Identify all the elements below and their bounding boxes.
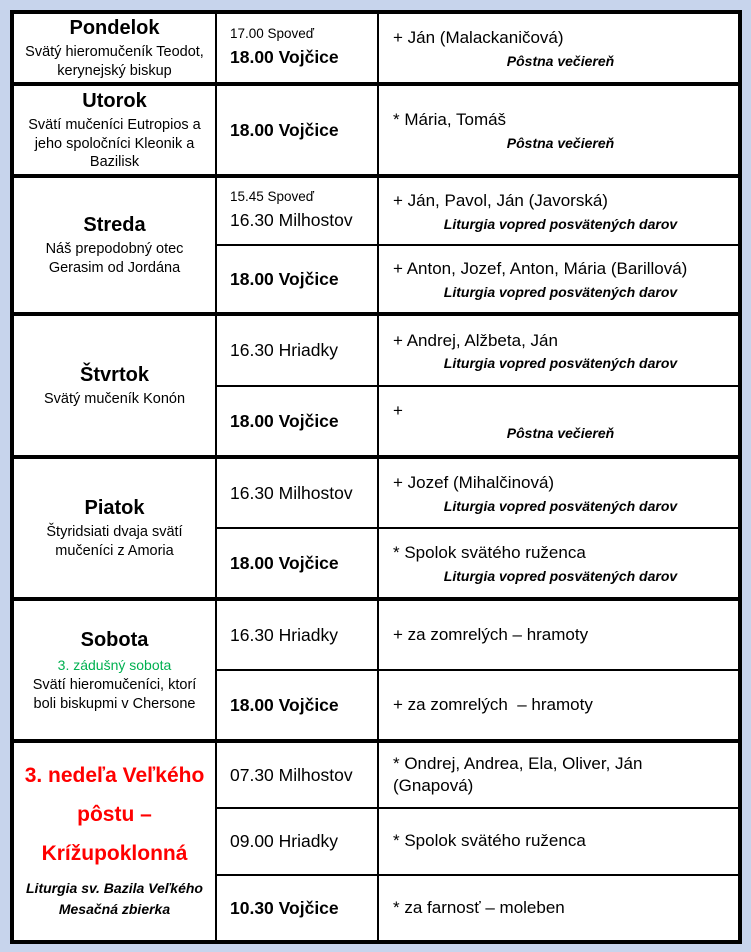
time-cell [217, 876, 379, 940]
service-row [217, 459, 738, 529]
time-cell [217, 601, 379, 669]
day-description: Svätí mučeníci Eutropios a jeho spoločníci Kleonik a Bazilisk [28, 117, 201, 171]
service-time: 18.00 Vojčice [230, 694, 339, 715]
service-row [217, 14, 738, 82]
table-row-thursday [14, 316, 738, 459]
schedule-table [10, 10, 742, 944]
time-cell [217, 246, 379, 312]
intention-cell [379, 671, 738, 739]
service-time: 18.00 Vojčice [230, 268, 339, 289]
intention-names: + Andrej, Alžbeta, Ján [393, 330, 558, 350]
day-description: Svätý hieromučeník Teodot, kerynejský biskup [25, 44, 204, 79]
service-time: 07.30 Milhostov [230, 765, 353, 786]
service-rows [217, 601, 738, 739]
intention-names: * Spolok svätého ruženca [393, 831, 586, 851]
time-cell [217, 387, 379, 456]
table-row-tuesday [14, 86, 738, 178]
table-row-monday [14, 14, 738, 86]
intention-cell [379, 601, 738, 669]
intention-cell [379, 178, 738, 244]
intention-names: * Spolok svätého ruženca [393, 543, 586, 563]
service-row [217, 876, 738, 940]
intention-names: * Ondrej, Andrea, Ela, Oliver, Ján (Gnapová) [393, 754, 648, 796]
intention-names: + za zomrelých – hramoty [393, 624, 589, 644]
table-row-sunday [14, 743, 738, 940]
intention-cell [379, 743, 738, 807]
intention-cell [379, 876, 738, 940]
service-rows [217, 459, 738, 597]
sunday-liturgy-note [26, 878, 203, 920]
day-name: Pondelok [69, 17, 160, 40]
day-cell-sunday [14, 743, 217, 940]
intention-names: + [393, 401, 403, 421]
intention-cell [379, 459, 738, 527]
day-name: Sobota [80, 628, 149, 651]
day-cell-thursday [14, 316, 217, 455]
service-time: 18.00 Vojčice [230, 552, 339, 573]
intention-names: * Mária, Tomáš [393, 110, 507, 130]
service-time: 16.30 Milhostov [230, 210, 353, 231]
service-row [217, 809, 738, 875]
service-row [217, 178, 738, 246]
intention-names: + za zomrelých – hramoty [393, 694, 593, 714]
service-row [217, 529, 738, 597]
day-description: Svätí hieromučeníci, ktorí boli biskupmi v Chersone [32, 677, 197, 712]
time-cell [217, 809, 379, 873]
service-row [217, 86, 738, 174]
day-name: Piatok [84, 497, 145, 520]
service-time: 16.30 Hriadky [230, 624, 338, 645]
time-cell [217, 743, 379, 807]
service-row [217, 246, 738, 312]
day-cell-saturday [14, 601, 217, 739]
intention-cell [379, 316, 738, 385]
table-row-saturday [14, 601, 738, 743]
table-row-friday [14, 459, 738, 601]
service-time: 16.30 Milhostov [230, 482, 353, 503]
service-time: 10.30 Vojčice [230, 897, 339, 918]
intention-cell [379, 387, 738, 456]
time-cell [217, 671, 379, 739]
time-cell [217, 178, 379, 244]
service-rows [217, 178, 738, 312]
intention-names: + Anton, Jozef, Anton, Mária (Barillová) [393, 259, 688, 279]
service-type-note: Liturgia vopred posvätených darov [443, 497, 678, 514]
service-type-note: Pôstna večiereň [506, 52, 615, 69]
service-time: 18.00 Vojčice [230, 47, 339, 68]
sunday-liturgy-note-line2: Mesačná zbierka [58, 901, 171, 917]
service-type-note: Liturgia vopred posvätených darov [443, 567, 678, 584]
service-type-note: Liturgia vopred posvätených darov [443, 283, 678, 300]
day-name: Štvrtok [80, 364, 149, 387]
day-name: Streda [83, 214, 146, 237]
service-type-note: Pôstna večiereň [506, 134, 615, 151]
sunday-liturgy-note-line1: Liturgia sv. Bazila Veľkého [26, 880, 203, 896]
intention-cell [379, 246, 738, 312]
intention-cell [379, 809, 738, 873]
confession-time: 15.45 Spoveď [230, 189, 315, 205]
day-description: Štyridsiati dvaja svätí mučeníci z Amoria [46, 524, 183, 559]
service-row [217, 743, 738, 809]
table-row-wednesday [14, 178, 738, 316]
intention-cell [379, 14, 738, 82]
service-time: 18.00 Vojčice [230, 410, 339, 431]
time-cell [217, 459, 379, 527]
confession-time: 17.00 Spoveď [230, 26, 315, 42]
service-row [217, 601, 738, 671]
sunday-title: 3. nedeľa Veľkého pôstu – Krížupoklonná [24, 764, 205, 865]
service-type-note: Liturgia vopred posvätených darov [443, 215, 678, 232]
intention-cell [379, 529, 738, 597]
memorial-saturday-note: 3. zádušný sobota [57, 656, 172, 673]
service-row [217, 387, 738, 456]
service-type-note: Liturgia vopred posvätených darov [443, 354, 678, 371]
intention-names: + Ján (Malackaničová) [393, 28, 564, 48]
time-cell [217, 14, 379, 82]
day-cell-tuesday [14, 86, 217, 174]
day-name: Utorok [82, 90, 147, 113]
time-cell [217, 316, 379, 385]
service-rows [217, 316, 738, 455]
service-rows [217, 743, 738, 940]
day-cell-monday [14, 14, 217, 82]
time-cell [217, 86, 379, 174]
service-rows [217, 86, 738, 174]
intention-names: + Ján, Pavol, Ján (Javorská) [393, 191, 608, 211]
service-time: 18.00 Vojčice [230, 119, 339, 140]
service-time: 16.30 Hriadky [230, 340, 338, 361]
day-description: Svätý mučeník Konón [43, 391, 186, 408]
service-type-note: Pôstna večiereň [506, 425, 615, 442]
day-cell-friday [14, 459, 217, 597]
day-cell-wednesday [14, 178, 217, 312]
time-cell [217, 529, 379, 597]
service-rows [217, 14, 738, 82]
intention-cell [379, 86, 738, 174]
day-description: Náš prepodobný otec Gerasim od Jordána [45, 241, 184, 276]
intention-names: * za farnosť – moleben [393, 897, 565, 917]
intention-names: + Jozef (Mihalčinová) [393, 473, 555, 493]
service-time: 09.00 Hriadky [230, 831, 338, 852]
service-row [217, 316, 738, 387]
service-row [217, 671, 738, 739]
